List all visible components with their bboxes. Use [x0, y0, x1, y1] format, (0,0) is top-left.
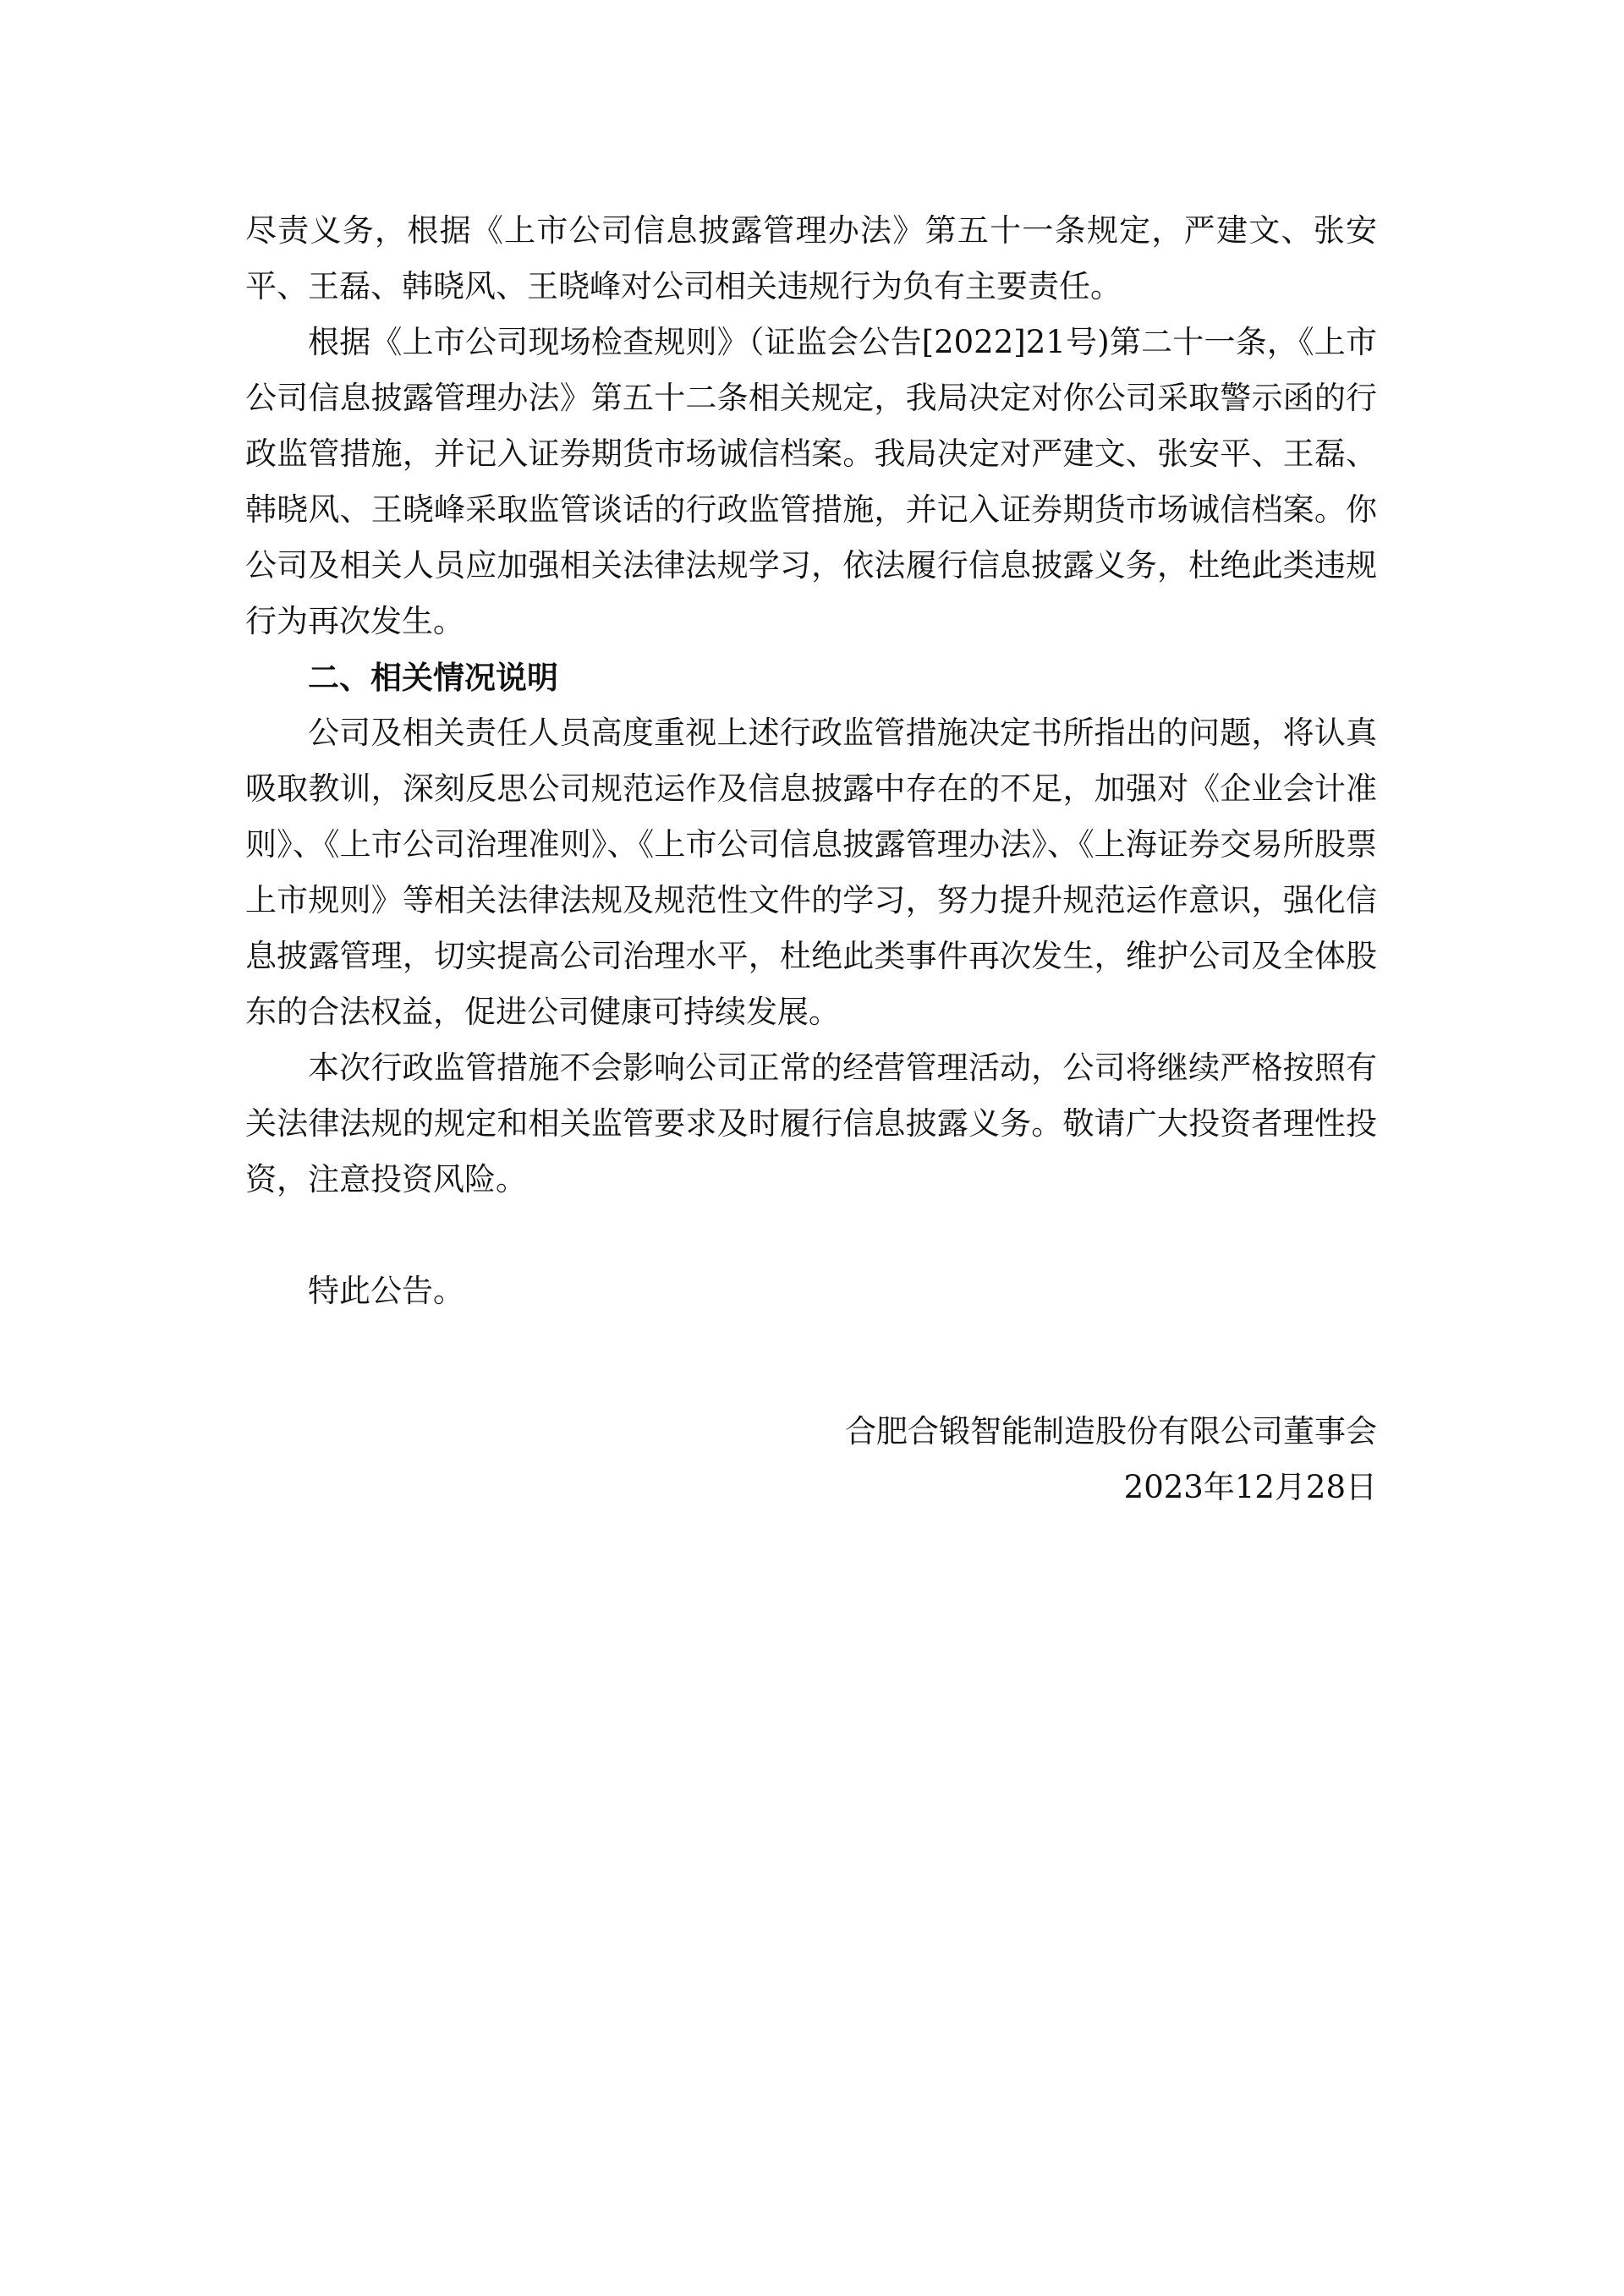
- paragraph-company-response: 公司及相关责任人员高度重视上述行政监管措施决定书所指出的问题，将认真吸取教训，深刻反思公司规范运作及信息披露中存在的不足，加强对《企业会计准则》、《上市公司治理准则》、《上市公司信息披露管理办法》、《上海证券交易所股票上市规则》等相关法律法规及规范性文件的学习，努力提升规范运作意识，强化信息披露管理，切实提高公司治理水平，杜绝此类事件再次发生，维护公司及全体股东的合法权益，促进公司健康可持续发展。: [245, 715, 1377, 1030]
- closing-statement: 特此公告。: [308, 1273, 464, 1309]
- paragraph-responsibility: 尽责义务，根据《上市公司信息披露管理办法》第五十一条规定，严建文、张安平、王磊、韩晓风、王晓峰对公司相关违规行为负有主要责任。: [245, 212, 1377, 304]
- signature-organization: 合肥合锻智能制造股份有限公司董事会: [845, 1413, 1377, 1449]
- document-page: [245, 203, 1377, 1515]
- signature-block: [245, 1404, 1377, 1515]
- paragraph-impact-statement: 本次行政监管措施不会影响公司正常的经营管理活动，公司将继续严格按照有关法律法规的规定和相关监管要求及时履行信息披露义务。敬请广大投资者理性投资，注意投资风险。: [245, 1049, 1377, 1197]
- paragraph-regulatory-measures: 根据《上市公司现场检查规则》（证监会公告[2022]21号)第二十一条，《上市公司信息披露管理办法》第五十二条相关规定，我局决定对你公司采取警示函的行政监管措施，并记入证券期货市场诚信档案。我局决定对严建文、张安平、王磊、韩晓风、王晓峰采取监管谈话的行政监管措施，并记入证券期货市场诚信档案。你公司及相关人员应加强相关法律法规学习，依法履行信息披露义务，杜绝此类违规行为再次发生。: [245, 324, 1377, 639]
- section-heading: 二、相关情况说明: [308, 659, 558, 696]
- signature-date: 2023年12月28日: [1123, 1469, 1377, 1505]
